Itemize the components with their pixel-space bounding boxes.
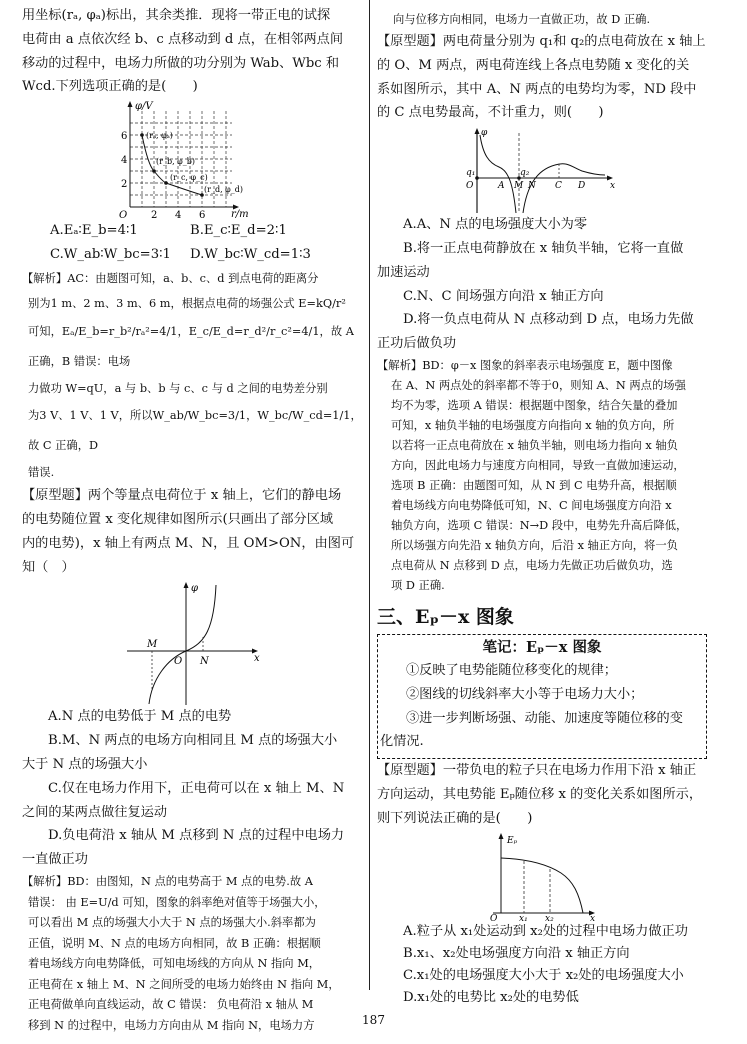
y-axis-label: φ — [481, 128, 488, 139]
x2-label: x₂ — [545, 913, 554, 921]
q3-analysis-line: 以若将一正点电荷放在 x 轴负半轴，则电场力指向 x 轴负 — [391, 438, 678, 452]
q1-option-d[interactable]: D.W_bc∶W_cd=1∶3 — [190, 246, 311, 262]
point-label: (r_d, φ_d) — [204, 185, 243, 195]
q1-option-b[interactable]: B.E_c∶E_d=2∶1 — [190, 223, 287, 239]
q1-options-row — [22, 219, 362, 243]
o-label: O — [466, 181, 474, 192]
page-number: 187 — [362, 1013, 385, 1027]
q4-stem-line: 【原型题】一带负电的粒子只在电场力作用下沿 x 轴正 — [377, 763, 697, 779]
q2-label: q₂ — [520, 168, 530, 179]
curve — [149, 585, 216, 704]
q1-point — [475, 176, 479, 180]
note-item: ②图线的切线斜率大小等于电场力大小； — [406, 686, 644, 702]
x-axis-label: x — [254, 653, 260, 665]
q1-analysis-line: 力做功 W=qU，a 与 b、b 与 c、c 与 d 之间的电势差分别 — [28, 382, 328, 396]
q1-option-a[interactable]: A.Eₐ∶E_b=4∶1 — [50, 223, 138, 239]
q2-option-c-cont: 之间的某两点做往复运动 — [22, 804, 168, 820]
q2-analysis-line: 可以看出 M 点的场强大小大于 N 点的场强大小.斜率都为 — [28, 916, 316, 930]
origin-label: O — [490, 913, 498, 921]
x-axis-label: r/m — [231, 209, 249, 220]
q3-stem-line: 的 C 点电势最高，不计重力，则( ) — [377, 105, 604, 121]
q2-analysis-line: 错误： 由 E=U/d 可知，图象的斜率绝对值等于场强大小， — [28, 895, 326, 909]
point-c — [164, 181, 168, 185]
q2-analysis-line: 着电场线方向电势降低，可知电场线的方向从 N 指向 M， — [28, 957, 321, 971]
y-tick: 2 — [121, 179, 128, 191]
q3-analysis-line: 可知，x 轴负半轴的电场强度方向指向 x 轴的负方向，所 — [391, 418, 675, 432]
q4-option-c[interactable]: C.x₁处的电场强度大小大于 x₂处的电场强度大小 — [403, 967, 684, 983]
q1-analysis-line: 为3 V、1 V、1 V，所以W_ab/W_bc=3/1，W_bc/W_cd=1/1，故 C 正确，D — [28, 408, 362, 452]
q2-option-a[interactable]: A.N 点的电势低于 M 点的电势 — [48, 709, 232, 725]
x-axis-arrow — [607, 176, 613, 181]
q3-option-d[interactable]: D.将一负点电荷从 N 点移动到 D 点，电场力先做 — [403, 312, 694, 328]
origin-label: O — [174, 656, 183, 668]
q2-analysis-line: 正值，说明 M、N 点的电场方向相同，故 B 正确：根据顺 — [28, 936, 321, 950]
y-axis-arrow — [128, 101, 133, 107]
y-axis-arrow — [499, 833, 504, 839]
q1-phi-r-graph — [22, 99, 362, 219]
q3-option-b[interactable]: B.将一正点电荷静放在 x 轴负半轴，它将一直做 — [403, 240, 684, 256]
q4-option-d[interactable]: D.x₁处的电势比 x₂处的电势低 — [403, 989, 579, 1005]
q1-analysis-line: 【解析】AC：由题图可知，a、b、c、d 到点电荷的距离分 — [22, 271, 319, 285]
q3-analysis-line: 方向，因此电场力与速度方向相同，导致一直做加速运动， — [391, 458, 685, 472]
q1-analysis-line: 可知，Eₐ/E_b=r_b²/rₐ²=4/1，E_c/E_d=r_d²/r_c²=4/1，故 A 正确，B 错误：电场 — [28, 325, 354, 369]
curve — [501, 858, 583, 913]
q1-options-row — [22, 243, 362, 267]
q2-analysis-line: 移到 N 的过程中，电场力方向由从 M 指向 N，电场力方 — [28, 1018, 315, 1032]
q2-stem-line: 【原型题】两个等量点电荷位于 x 轴上，它们的静电场 — [22, 488, 342, 504]
c-label: C — [555, 181, 562, 192]
q4-stem-line: 方向运动，其电势能 Eₚ随位移 x 的变化关系如图所示， — [377, 786, 703, 802]
y-tick: 4 — [121, 155, 128, 167]
q1-analysis-line: 别为1 m、2 m、3 m、6 m，根据点电荷的场强公式 E=kQ/r² — [28, 297, 346, 311]
column-divider — [369, 0, 370, 990]
q2-option-b-cont: 大于 N 点的场强大小 — [22, 757, 148, 773]
q3-analysis-line: 着电场线方向电势降低可知，N、C 间电场强度方向沿 x — [391, 498, 672, 512]
q3-analysis-line: 【解析】BD：φ－x 图象的斜率表示电场强度 E，题中图像 — [377, 358, 673, 372]
q2-analysis-line: 正电荷在 x 轴上 M、N 之间所受的电场力始终由 N 指向 M， — [28, 977, 340, 991]
q2-option-c[interactable]: C.仅在电场力作用下，正电荷可以在 x 轴上 M、N — [48, 780, 345, 796]
note-title: 笔记：Eₚ－x 图象 — [482, 638, 602, 656]
curve-left — [480, 135, 516, 213]
n-label: N — [528, 181, 536, 192]
n-label: N — [200, 656, 209, 668]
note-item: ③进一步判断场强、动能、加速度等随位移的变 — [406, 710, 683, 726]
q3-stem-line: 【原型题】两电荷量分别为 q₁和 q₂的点电荷放在 x 轴上 — [377, 34, 706, 49]
x-axis-label: x — [610, 181, 616, 192]
m-label: M — [147, 639, 158, 651]
point-a — [140, 133, 144, 137]
y-axis-label: Eₚ — [507, 835, 518, 846]
x1-label: x₁ — [519, 913, 528, 921]
q3-option-b-cont: 加速运动 — [377, 264, 430, 280]
q2-stem-line: 的电势随位置 x 变化规律如图所示(只画出了部分区域 — [22, 512, 334, 528]
x-tick: 6 — [199, 210, 206, 220]
x-axis-label: x — [590, 913, 596, 921]
point-label: (r_c, φ_c) — [170, 173, 208, 183]
x-tick: 2 — [151, 210, 158, 220]
q1-label: q₁ — [466, 168, 476, 179]
point-label: (rₐ, φₐ) — [146, 131, 173, 141]
a-label: A — [498, 181, 505, 192]
q3-phi-x-graph — [377, 125, 709, 213]
q3-analysis-line: 在 A、N 两点处的斜率都不等于0，则知 A、N 两点的场强 — [391, 378, 686, 392]
q3-analysis-line: 项 D 正确. — [391, 578, 445, 592]
q2-phi-x-graph — [22, 579, 362, 705]
q1-stem-line: 用坐标(rₐ, φₐ)标出，其余类推．现将一带正电的试探 — [22, 8, 331, 23]
q3-analysis-line: 轴负方向，选项 C 错误：N→D 段中，电势先升高后降低， — [391, 518, 688, 532]
q2-analysis-line: 正电荷做单向直线运动，故 C 错误： 负电荷沿 x 轴从 M — [28, 998, 314, 1012]
q1-stem-line: 电荷由 a 点依次经 b、c 点移动到 d 点，在相邻两点间 — [22, 31, 344, 47]
d-label: D — [578, 181, 586, 192]
y-axis-label: φ/V — [135, 101, 153, 113]
q3-analysis-line: 选项 B 正确：由题图可知，从 N 到 C 电势升高，根据顺 — [391, 478, 677, 492]
y-axis-label: φ — [191, 583, 199, 595]
q1-option-c[interactable]: C.W_ab∶W_bc=3∶1 — [50, 246, 171, 262]
q3-option-d-cont: 正功后做负功 — [377, 336, 457, 352]
point-b — [152, 169, 156, 173]
y-axis-arrow — [184, 582, 189, 588]
q4-ep-x-graph — [377, 831, 709, 921]
q1-stem-line: 移动的过程中，电场力所做的功分别为 Wab、Wbc 和 — [22, 55, 340, 71]
q2-stem-line: 内的电势)，x 轴上有两点 M、N，且 OM>ON，由图可 — [22, 535, 355, 551]
q1-stem-line: Wcd.下列选项正确的是( ) — [22, 79, 198, 95]
left-column — [22, 0, 362, 1036]
y-axis-arrow — [475, 128, 480, 134]
q2-option-d-cont: 一直做正功 — [22, 852, 88, 868]
note-item-cont: 化情况. — [380, 734, 424, 750]
q2-stem-line: 知（ ） — [22, 559, 75, 575]
q3-stem-line: 的 O、M 两点，两电荷连线上各点电势随 x 变化的关 — [377, 57, 690, 73]
y-tick: 6 — [121, 131, 128, 143]
q3-analysis-line: 所以场强方向先沿 x 轴负方向，后沿 x 轴正方向，将一负 — [391, 538, 678, 552]
q3-analysis-line: 均不为零，选项 A 错误：根据题中图象，结合矢量的叠加 — [391, 398, 678, 412]
q4-stem-line: 则下列说法正确的是( ) — [377, 810, 533, 826]
note-item: ①反映了电势能随位移变化的规律； — [406, 662, 617, 678]
point-label: (r_b, φ_b) — [156, 157, 195, 167]
q3-option-c[interactable]: C.N、C 间场强方向沿 x 轴正方向 — [403, 288, 604, 304]
q2-analysis-end: 向与位移方向相同，电场力一直做正功，故 D 正确. — [393, 13, 651, 26]
q3-option-a[interactable]: A.A、N 点的电场强度大小为零 — [403, 217, 588, 233]
section-title: 三、Eₚ－x 图象 — [377, 605, 514, 628]
right-column — [377, 0, 709, 1009]
q4-option-b[interactable]: B.x₁、x₂处电场强度方向沿 x 轴正方向 — [403, 945, 630, 961]
q4-option-a[interactable]: A.粒子从 x₁处运动到 x₂处的过程中电场力做正功 — [403, 923, 688, 939]
origin-label: O — [119, 210, 128, 220]
m-label: M — [514, 181, 524, 192]
q3-analysis-line: 点电荷从 N 点移到 D 点，电场力先做正功后做负功，选 — [391, 558, 673, 572]
note-box — [377, 634, 707, 759]
q3-stem-line: 系如图所示，其中 A、N 两点的电势均为零，ND 段中 — [377, 81, 697, 97]
q2-option-b[interactable]: B.M、N 两点的电场方向相同且 M 点的场强大小 — [48, 733, 338, 749]
q1-analysis-line: 错误. — [28, 465, 55, 479]
x-tick: 4 — [175, 210, 182, 220]
q2-option-d[interactable]: D.负电荷沿 x 轴从 M 点移到 N 点的过程中电场力 — [48, 828, 345, 844]
q2-analysis-line: 【解析】BD：由图知，N 点的电势高于 M 点的电势.故 A — [22, 875, 313, 889]
